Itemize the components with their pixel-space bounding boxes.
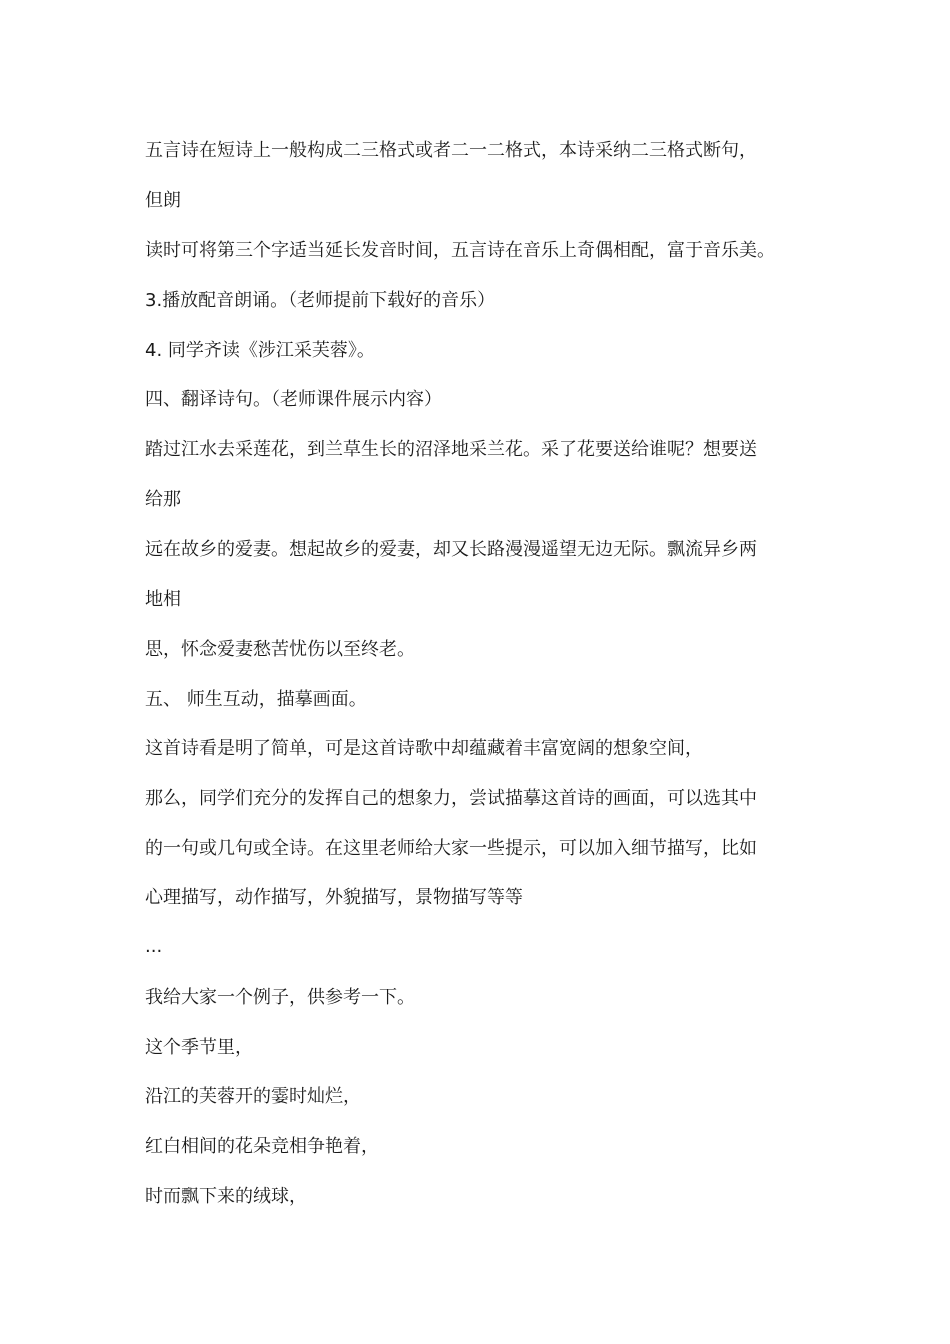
text-line: 但朗 bbox=[145, 190, 181, 211]
text-line: ... bbox=[145, 936, 163, 957]
text-line: 读时可将第三个字适当延长发音时间，五言诗在音乐上奇偶相配，富于音乐美。 bbox=[145, 240, 775, 261]
text-line: 五言诗在短诗上一般构成二三格式或者二一二格式，本诗采纳二三格式断句， bbox=[145, 140, 757, 161]
text-line: 红白相间的花朵竞相争艳着， bbox=[145, 1136, 379, 1157]
section-heading: 五、 师生互动，描摹画面。 bbox=[145, 689, 367, 710]
text-line: 这首诗看是明了简单，可是这首诗歌中却蕴藏着丰富宽阔的想象空间， bbox=[145, 738, 703, 759]
text-line: 思，怀念爱妻愁苦忧伤以至终老。 bbox=[145, 639, 415, 660]
text-line: 这个季节里， bbox=[145, 1037, 253, 1058]
text-line: 沿江的芙蓉开的霎时灿烂， bbox=[145, 1086, 361, 1107]
text-line: 3.播放配音朗诵。（老师提前下载好的音乐） bbox=[145, 290, 496, 311]
text-line: 的一句或几句或全诗。在这里老师给大家一些提示，可以加入细节描写，比如 bbox=[145, 838, 757, 859]
text-line: 心理描写，动作描写，外貌描写，景物描写等等 bbox=[145, 887, 523, 908]
text-line: 给那 bbox=[145, 489, 181, 510]
text-line: 地相 bbox=[145, 589, 181, 610]
text-line: 踏过江水去采莲花，到兰草生长的沼泽地采兰花。采了花要送给谁呢？想要送 bbox=[145, 439, 757, 460]
text-line: 远在故乡的爱妻。想起故乡的爱妻，却又长路漫漫遥望无边无际。飘流异乡两 bbox=[145, 539, 757, 560]
text-line: 那么，同学们充分的发挥自己的想象力，尝试描摹这首诗的画面，可以选其中 bbox=[145, 788, 757, 809]
section-heading: 四、翻译诗句。（老师课件展示内容） bbox=[145, 389, 442, 410]
text-line: 时而飘下来的绒球， bbox=[145, 1186, 307, 1207]
text-line: 我给大家一个例子，供参考一下。 bbox=[145, 987, 415, 1008]
text-line: 4. 同学齐读《涉江采芙蓉》。 bbox=[145, 340, 375, 361]
